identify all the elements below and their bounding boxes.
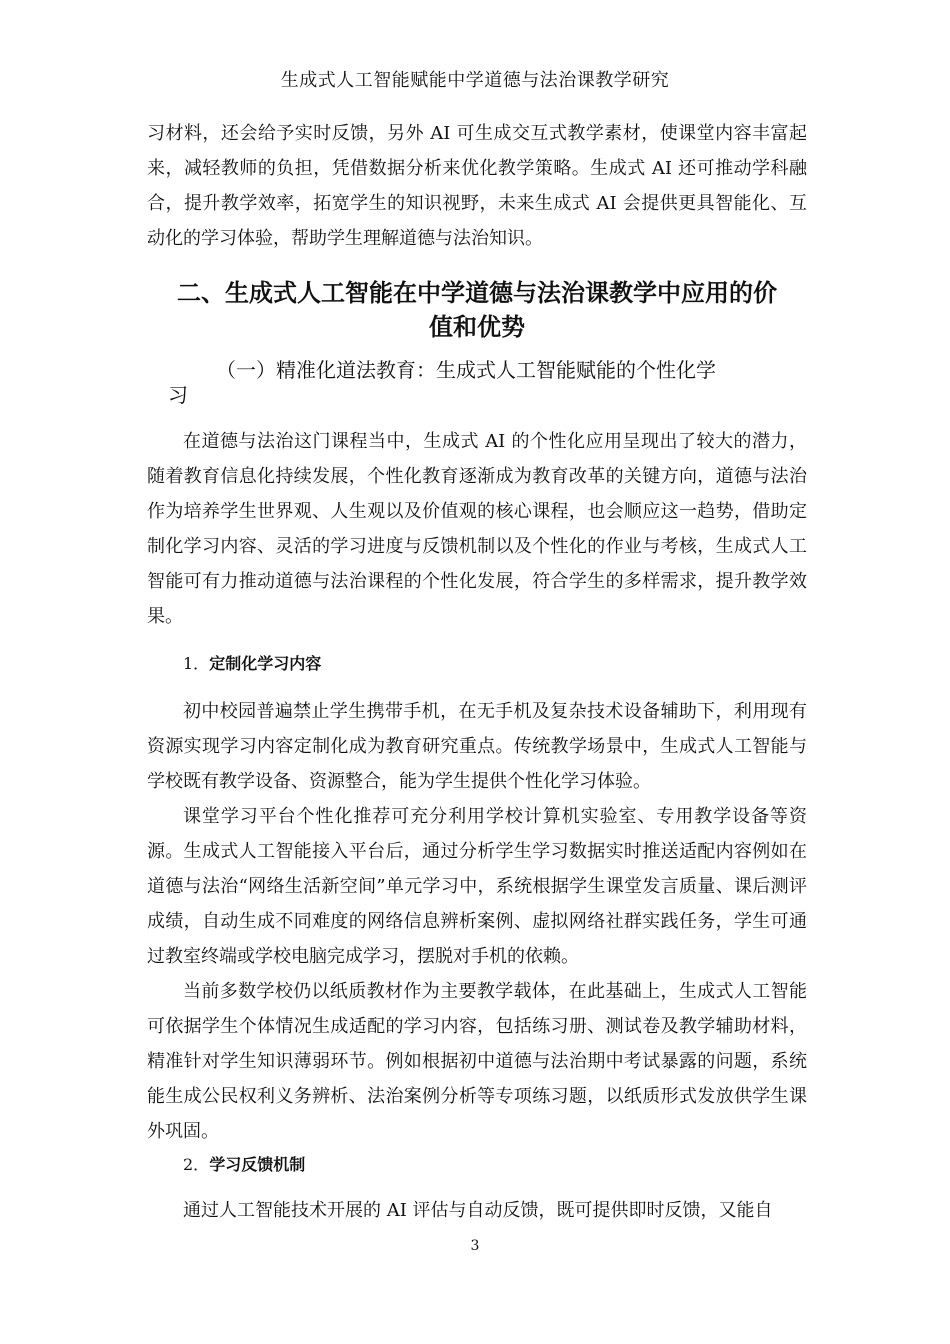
running-header: 生成式人工智能赋能中学道德与法治课教学研究 <box>280 70 670 91</box>
item1-paragraph: 初中校园普遍禁止学生携带手机，在无手机及复杂技术设备辅助下，利用现有资源实现学习内容定制化成为教育研究重点。传统教学场景中，生成式人工智能与学校既有教学设备、资源整合，能为学生提供个性化学习体验。 <box>147 701 807 792</box>
item1-paragraph: 当前多数学校仍以纸质教材作为主要教学载体，在此基础上，生成式人工智能可依据学生个体情况生成适配的学习内容，包括练习册、测试卷及教学辅助材料，精准针对学生知识薄弱环节。例如根据初中道德与法治期中考试暴露的问题，系统能生成公民权利义务辨析、法治案例分析等专项练习题，以纸质形式发放供学生课外巩固。 <box>147 981 807 1142</box>
section-heading <box>147 276 807 344</box>
item1-title: 定制化学习内容 <box>209 654 322 673</box>
section-heading-line1: 二、生成式人工智能在中学道德与法治课教学中应用的价 <box>177 279 777 307</box>
item2-paragraph: 通过人工智能技术开展的 AI 评估与自动反馈，既可提供即时反馈，又能自 <box>183 1200 773 1221</box>
item1-number: 1． <box>183 654 210 673</box>
section-heading-line2: 值和优势 <box>429 313 525 341</box>
subsection-heading <box>168 358 788 408</box>
page-number: 3 <box>470 1238 480 1254</box>
item2-body <box>147 1193 807 1228</box>
intro-paragraph-block <box>147 116 807 256</box>
subsection-heading-line1: （一）精准化道法教育：生成式人工智能赋能的个性化学 <box>216 358 716 382</box>
subsection-paragraph: 在道德与法治这门课程当中，生成式 AI 的个性化应用呈现出了较大的潜力，随着教育信息化持续发展，个性化教育逐渐成为教育改革的关键方向，道德与法治作为培养学生世界观、人生观以及价值观的核心课程，也会顺应这一趋势，借助定制化学习内容、灵活的学习进度与反馈机制以及个性化的作业与考核，生成式人工智能可有力推动道德与法治课程的个性化发展，符合学生的多样需求，提升教学效果。 <box>147 431 807 627</box>
item1-body <box>147 694 807 1149</box>
subsection-paragraph-block <box>147 424 807 634</box>
item2-heading <box>183 1152 305 1175</box>
subsection-heading-line2: 习 <box>168 383 188 407</box>
item2-number: 2． <box>183 1155 210 1174</box>
item1-paragraph: 课堂学习平台个性化推荐可充分利用学校计算机实验室、专用教学设备等资源。生成式人工智能接入平台后，通过分析学生学习数据实时推送适配内容例如在道德与法治“网络生活新空间”单元学习中，系统根据学生课堂发言质量、课后测评成绩，自动生成不同难度的网络信息辨析案例、虚拟网络社群实践任务，学生可通过教室终端或学校电脑完成学习，摆脱对手机的依赖。 <box>147 806 807 967</box>
item1-heading <box>183 651 321 674</box>
item2-title: 学习反馈机制 <box>209 1155 306 1174</box>
intro-paragraph: 习材料，还会给予实时反馈，另外 AI 可生成交互式教学素材，使课堂内容丰富起来，减轻教师的负担，凭借数据分析来优化教学策略。生成式 AI 还可推动学科融合，提升教学效率，拓宽学生的知识视野，未来生成式 AI 会提供更具智能化、互动化的学习体验，帮助学生理解道德与法治知识。 <box>147 123 807 249</box>
